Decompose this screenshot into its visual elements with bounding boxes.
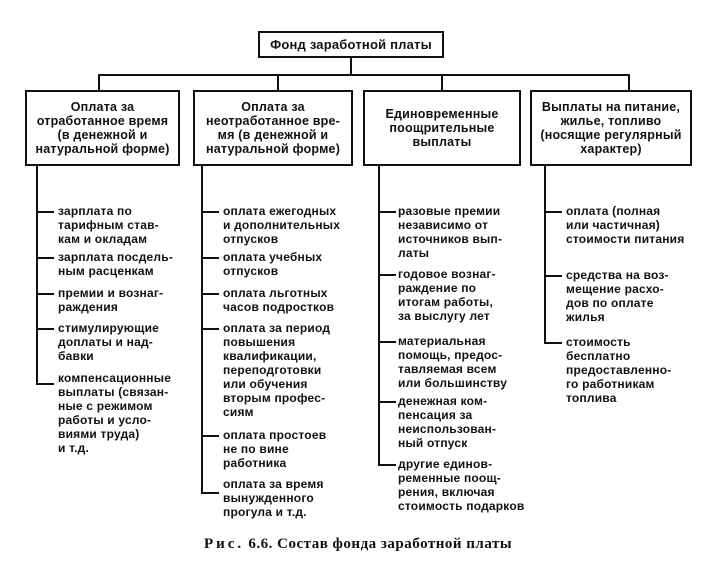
caption-lead: Рис. <box>203 536 245 552</box>
column-header-1-label: Оплата за отработанное время (в денежной и натуральной форме) <box>35 100 170 156</box>
column-2-tick-1 <box>201 211 219 213</box>
figure-caption <box>0 536 716 553</box>
column-3-tick-5 <box>378 464 396 466</box>
column-2-tick-3 <box>201 293 219 295</box>
column-4-item-2: средства на воз- мещение расхо- дов по оплате жилья <box>566 268 669 324</box>
column-3-item-2: годовое вознаг- раждение по итогам работы, за выслугу лет <box>398 267 496 323</box>
column-4-tick-1 <box>544 211 562 213</box>
column-1-tick-4 <box>36 328 54 330</box>
column-header-2-label: Оплата за неотработанное вре- мя (в денежной и натуральной форме) <box>205 100 341 156</box>
column-2-tick-5 <box>201 435 219 437</box>
column-2-item-5: оплата простоев не по вине работника <box>223 428 327 470</box>
branch-drop-4 <box>628 74 630 91</box>
column-header-3-label: Единовременные поощрительные выплаты <box>385 107 499 149</box>
column-header-1 <box>25 90 180 166</box>
root-box <box>258 31 444 58</box>
column-4-item-3: стоимость бесплатно предоставленно- го работникам топлива <box>566 335 672 405</box>
column-3-item-5: другие единов- ременные поощ- рения, включая стоимость подарков <box>398 457 525 513</box>
column-1-item-4: стимулирующие доплаты и над- бавки <box>58 321 160 363</box>
column-1-tick-3 <box>36 293 54 295</box>
column-4-tick-3 <box>544 342 562 344</box>
caption-text: 6.6. Состав фонда заработной платы <box>244 536 513 552</box>
column-3-tick-3 <box>378 341 396 343</box>
column-3-tick-1 <box>378 211 396 213</box>
column-3-tick-2 <box>378 274 396 276</box>
column-1-spine <box>36 166 38 384</box>
column-1-item-5: компенсационные выплаты (связан- ные с режимом работы и усло- виями труда) и т.д. <box>58 371 172 455</box>
column-1-tick-1 <box>36 211 54 213</box>
root-connector <box>350 58 352 75</box>
column-2-item-4: оплата за период повышения квалификации, переподготовки или обучения вторым профес- сиям <box>223 321 331 419</box>
column-2-item-2: оплата учебных отпусков <box>223 250 323 278</box>
column-1-tick-5 <box>36 383 54 385</box>
column-3-tick-4 <box>378 401 396 403</box>
column-header-2 <box>193 90 353 166</box>
column-4-item-1: оплата (полная или частичная) стоимости питания <box>566 204 685 246</box>
branch-drop-1 <box>98 74 100 91</box>
column-3-item-3: материальная помощь, предос- тавляемая всем или большинству <box>398 334 508 390</box>
column-1-tick-2 <box>36 257 54 259</box>
branch-drop-3 <box>441 74 443 91</box>
column-header-3 <box>363 90 521 166</box>
root-label: Фонд заработной платы <box>270 36 432 52</box>
column-2-tick-6 <box>201 492 219 494</box>
column-4-tick-2 <box>544 275 562 277</box>
column-2-item-3: оплата льготных часов подростков <box>223 286 335 314</box>
column-header-4 <box>530 90 692 166</box>
branch-drop-2 <box>277 74 279 91</box>
column-2-tick-2 <box>201 257 219 259</box>
column-3-item-4: денежная ком- пенсация за неиспользован- ный отпуск <box>398 394 497 450</box>
branch-line <box>98 74 628 76</box>
column-1-item-1: зарплата по тарифным став- кам и окладам <box>58 204 159 246</box>
column-1-item-3: премии и вознаг- раждения <box>58 286 164 314</box>
column-2-tick-4 <box>201 328 219 330</box>
column-2-item-1: оплата ежегодных и дополнительных отпусков <box>223 204 341 246</box>
column-3-item-1: разовые премии независимо от источников вып- латы <box>398 204 503 260</box>
column-header-4-label: Выплаты на питание, жилье, топливо (носящие регулярный характер) <box>540 100 682 156</box>
column-2-item-6: оплата за время вынужденного прогула и т.д. <box>223 477 324 519</box>
column-4-spine <box>544 166 546 343</box>
column-1-item-2: зарплата посдель- ным расценкам <box>58 250 174 278</box>
